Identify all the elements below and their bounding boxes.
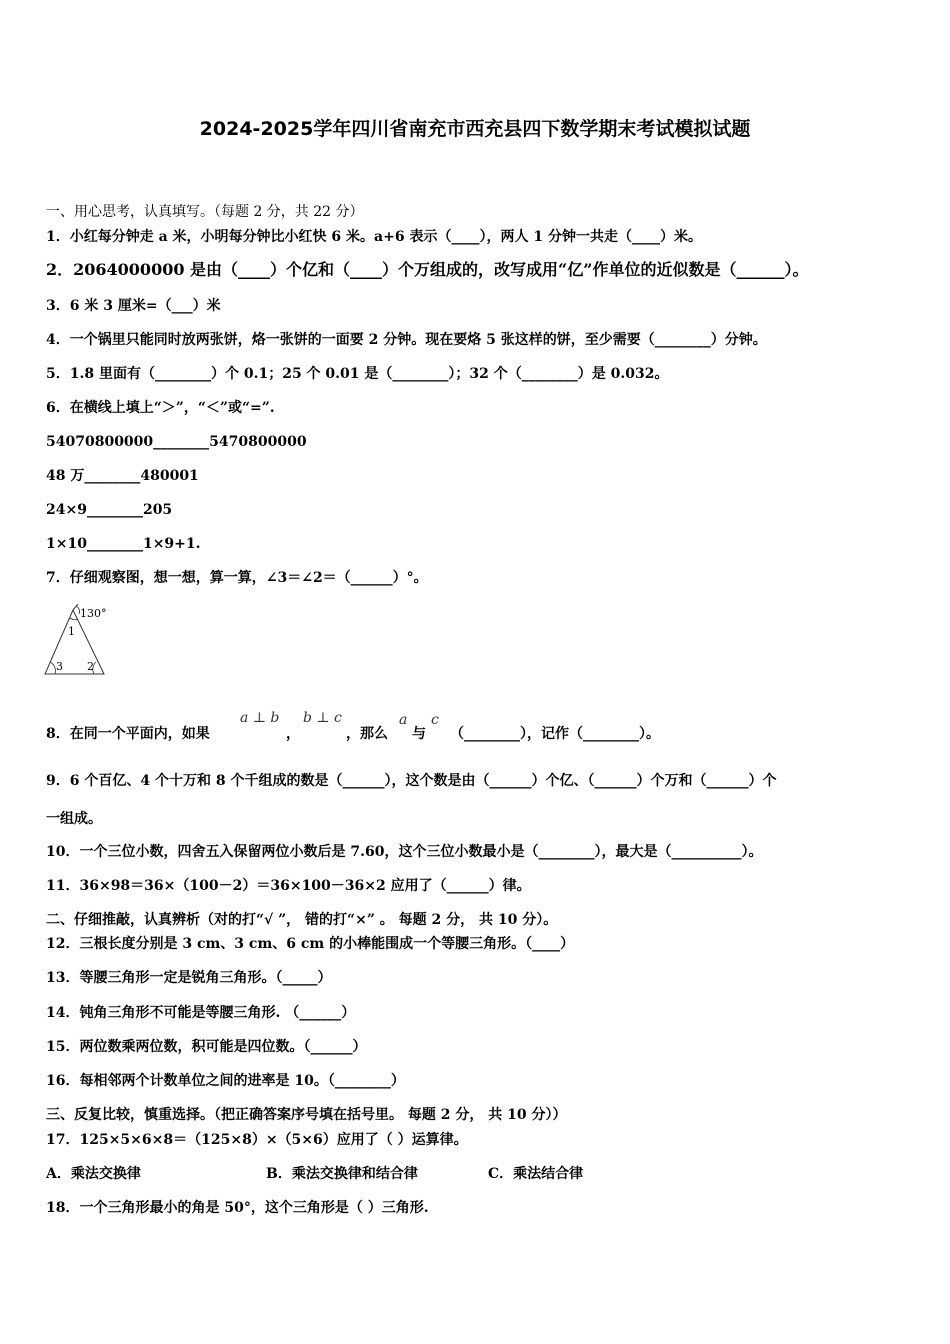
angle-2-label: 2 — [87, 660, 94, 673]
question-9-cont: 一组成。 — [46, 811, 102, 827]
question-8-sep: ， — [286, 726, 300, 742]
question-12: 12．三根长度分别是 3 cm、3 cm、6 cm 的小棒能围成一个等腰三角形。（____） — [46, 936, 575, 952]
perp-a-b: a ⊥ b — [240, 710, 280, 726]
triangle-figure — [42, 604, 112, 680]
question-17: 17．125×5×6×8＝（125×8）×（5×6）应用了（ ）运算律。 — [46, 1132, 468, 1148]
question-15: 15．两位数乘两位数，积可能是四位数。（______） — [46, 1039, 367, 1055]
question-9: 9．6 个百亿、4 个十万和 8 个千组成的数是（______），这个数是由（______）个亿、（______）个万和（______）个 — [46, 773, 777, 789]
question-17-option-c: C．乘法结合律 — [488, 1166, 584, 1182]
section-2-heading: 二、仔细推敲，认真辨析（对的打“√ ”， 错的打“×” 。 每题 2 分， 共 10 分）。 — [46, 912, 558, 928]
question-4: 4．一个锅里只能同时放两张饼，烙一张饼的一面要 2 分钟。现在要烙 5 张这样的饼，至少需要（________）分钟。 — [46, 332, 767, 348]
question-17-option-b: B．乘法交换律和结合律 — [266, 1166, 418, 1182]
symbol-a: a — [399, 712, 408, 728]
question-11: 11．36×98＝36×（100－2）＝36×100－36×2 应用了（______）律。 — [46, 878, 531, 894]
section-1-heading: 一、用心思考，认真填写。（每题 2 分，共 22 分） — [46, 204, 364, 220]
question-17-option-a: A．乘法交换律 — [46, 1166, 141, 1182]
question-6-row-2: 48 万________480001 — [46, 468, 199, 484]
angle-130-label: 130° — [80, 607, 107, 620]
question-10: 10．一个三位小数，四舍五入保留两位小数后是 7.60，这个三位小数最小是（________），最大是（__________）。 — [46, 844, 763, 860]
question-1: 1．小红每分钟走 a 米，小明每分钟比小红快 6 米。a+6 表示（____），两人 1 分钟一共走（____）米。 — [46, 229, 702, 245]
section-3-heading: 三、反复比较，慎重选择。（把正确答案序号填在括号里。 每题 2 分， 共 10 分）） — [46, 1107, 567, 1123]
question-2: 2．2064000000 是由（____）个亿和（____）个万组成的，改写成用“亿”作单位的近似数是（______）。 — [46, 260, 809, 279]
question-8-then: ，那么 — [346, 726, 388, 742]
question-6-row-3: 24×9________205 — [46, 502, 173, 518]
question-6-row-1: 54070800000________5470800000 — [46, 434, 307, 450]
angle-3-label: 3 — [56, 660, 63, 673]
question-6: 6．在横线上填上“＞”，“＜”或“=”. — [46, 400, 275, 416]
question-5: 5．1.8 里面有（________）个 0.1；25 个 0.01 是（________）；32 个（________）是 0.032。 — [46, 366, 669, 382]
symbol-c: c — [431, 712, 439, 728]
perp-b-c: b ⊥ c — [303, 710, 342, 726]
question-16: 16．每相邻两个计数单位之间的进率是 10。（________） — [46, 1073, 405, 1089]
question-8-prefix: 8．在同一个平面内，如果 — [46, 726, 210, 742]
question-7: 7．仔细观察图，想一想，算一算，∠3＝∠2＝（______）°。 — [46, 570, 428, 586]
angle-1-label: 1 — [68, 625, 75, 638]
question-13: 13．等腰三角形一定是锐角三角形。（_____） — [46, 970, 332, 986]
question-6-row-4: 1×10________1×9+1. — [46, 536, 201, 552]
question-8-and: 与 — [412, 726, 426, 742]
question-8-suffix: （________），记作（________）。 — [450, 726, 660, 742]
angle-3-arc — [50, 662, 55, 674]
page-title: 2024-2025学年四川省南充市西充县四下数学期末考试模拟试题 — [199, 118, 751, 140]
question-3: 3．6 米 3 厘米=（___）米 — [46, 298, 221, 314]
question-18: 18．一个三角形最小的角是 50°，这个三角形是（ ）三角形. — [46, 1200, 429, 1216]
question-14: 14．钝角三角形不可能是等腰三角形. （______） — [46, 1005, 356, 1021]
